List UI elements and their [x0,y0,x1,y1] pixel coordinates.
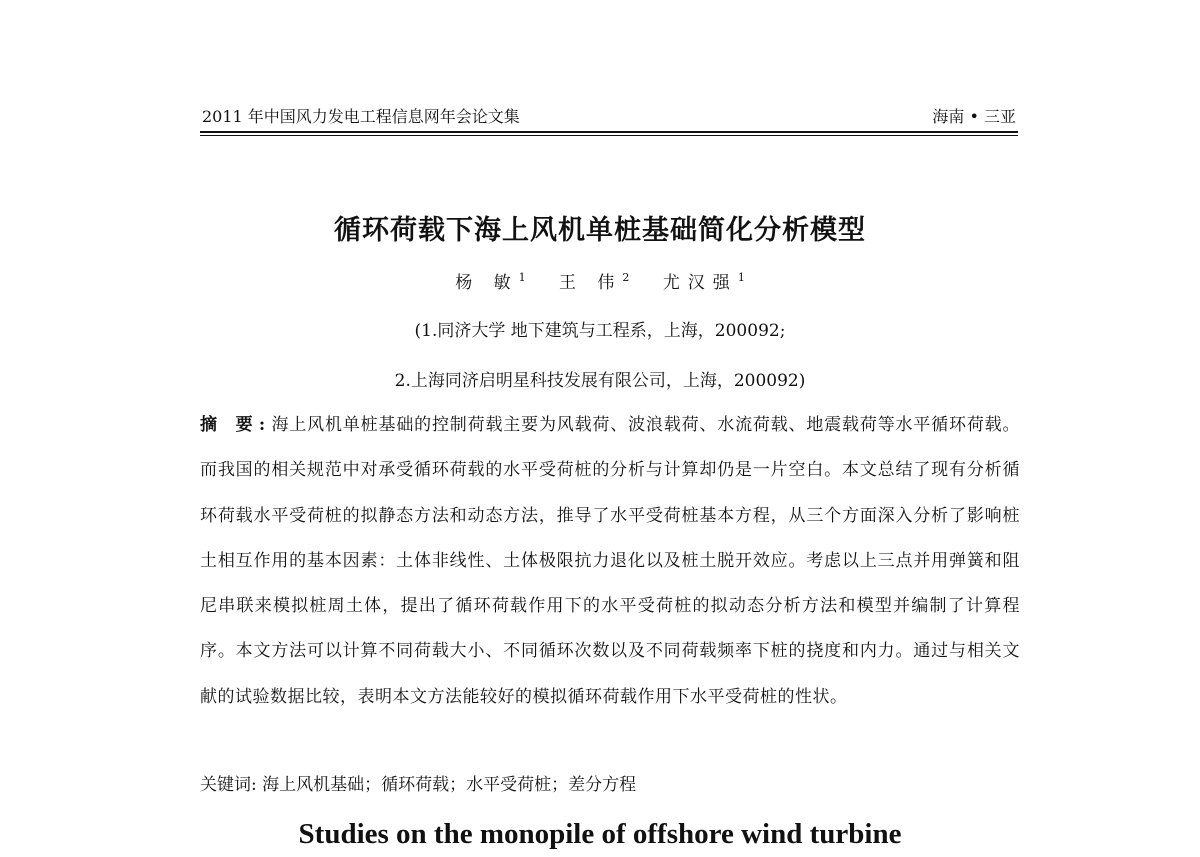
affiliation-line-2: 2.上海同济启明星科技发展有限公司，上海，200092) [394,371,806,391]
header-rule-thin [200,135,1018,136]
header-proceedings-title: 2011 年中国风力发电工程信息网年会论文集 [202,107,520,126]
header-location: 海南 • 三亚 [932,107,1016,126]
abstract [200,403,1020,720]
author-list [0,268,1200,293]
keywords-label: 关键词: [200,775,257,795]
author: 王 伟$^2$ [559,271,630,293]
author: 杨 敏$^1$ [455,271,526,293]
paper-title: 循环荷载下海上风机单桩基础简化分析模型 [334,215,866,246]
affiliation-line-1: (1.同济大学 地下建筑与工程系，上海，200092; [414,321,786,341]
keywords-text: 海上风机基础；循环荷载；水平受荷桩；差分方程 [262,775,637,795]
keywords [200,770,1020,800]
abstract-label: 摘 要: [200,415,272,435]
running-header [200,103,1018,131]
header-rule-thick [200,131,1018,133]
abstract-text: 海上风机单桩基础的控制荷载主要为风载荷、波浪载荷、水流荷载、地震载荷等水平循环荷载。而我国的相关规范中对承受循环荷载的水平受荷桩的分析与计算却仍是一片空白。本文总结了现有分析循环荷载水平受荷桩的拟静态方法和动态方法，推导了水平受荷桩基本方程，从三个方面深入分析了影响桩土相互作用的基本因素：土体非线性、土体极限抗力退化以及桩土脱开效应。考虑以上三点并用弹簧和阻尼串联来模拟桩周土体，提出了循环荷载作用下的水平受荷桩的拟动态分析方法和模型并编制了计算程序。本文方法可以计算不同荷载大小、不同循环次数以及不同荷载频率下桩的挠度和内力。通过与相关文献的试验数据比较，表明本文方法能较好的模拟循环荷载作用下水平受荷桩的性状。 [200,415,1020,707]
english-title: Studies on the monopile of offshore wind turbine [298,818,902,850]
author: 尤汉强$^1$ [662,271,745,293]
